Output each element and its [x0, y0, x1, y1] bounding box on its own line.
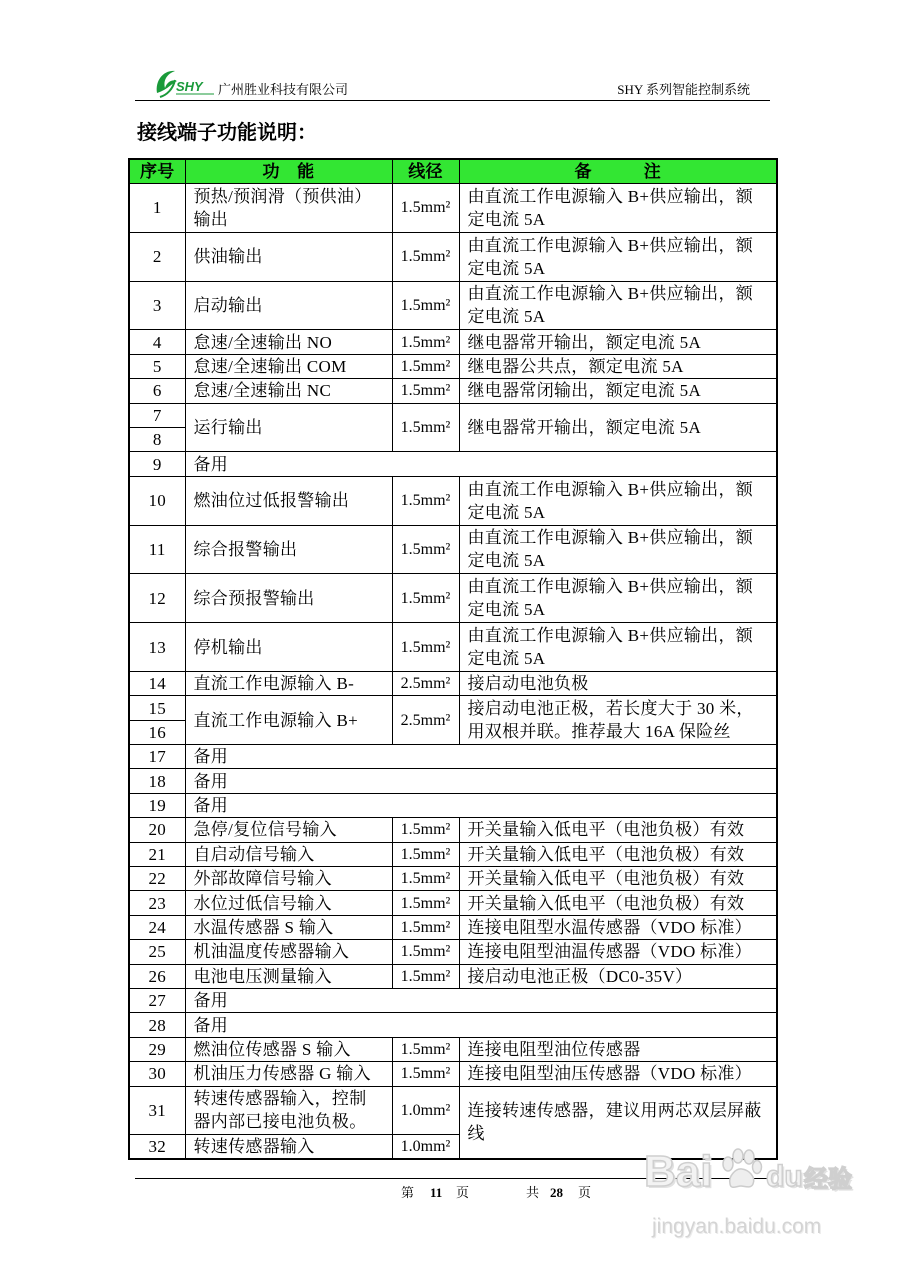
wire-gauge: 1.5mm²	[392, 354, 459, 378]
terminal-remark: 接启动电池正极（DC0-35V）	[459, 964, 777, 988]
table-row	[129, 330, 777, 354]
terminal-number: 1	[129, 184, 185, 233]
logo-text: SHY	[176, 79, 203, 94]
terminal-number: 29	[129, 1037, 185, 1061]
wire-gauge: 1.5mm²	[392, 403, 459, 452]
terminal-number: 10	[129, 476, 185, 525]
terminal-number: 4	[129, 330, 185, 354]
terminal-function-line: 预热/预润滑（预供油）	[193, 186, 372, 206]
terminal-remark-line: 用双根并联。推荐最大 16A 保险丝	[467, 722, 731, 742]
terminal-remark: 开关量输入低电平（电池负极）有效	[459, 867, 777, 891]
terminal-function-spare: 备用	[185, 452, 777, 476]
column-header-number: 序号	[129, 159, 185, 184]
terminal-function: 燃油位传感器 S 输入	[185, 1037, 392, 1061]
wire-gauge: 1.5mm²	[392, 1037, 459, 1061]
table-row	[129, 574, 777, 623]
terminal-remark: 开关量输入低电平（电池负极）有效	[459, 891, 777, 915]
wire-gauge: 1.0mm²	[392, 1135, 459, 1160]
terminal-remark-line: 由直流工作电源输入 B+供应输出，额	[467, 235, 754, 255]
table-row-spare	[129, 769, 777, 793]
table-row-spare	[129, 793, 777, 817]
terminal-number: 2	[129, 232, 185, 281]
terminal-function: 水温传感器 S 输入	[185, 915, 392, 939]
table-header-row	[129, 159, 777, 184]
terminal-function: 自启动信号输入	[185, 842, 392, 866]
terminal-function: 综合报警输出	[185, 525, 392, 574]
wire-gauge: 1.5mm²	[392, 940, 459, 964]
terminal-function-spare: 备用	[185, 769, 777, 793]
terminal-number: 3	[129, 281, 185, 330]
terminal-number: 18	[129, 769, 185, 793]
terminal-function-spare: 备用	[185, 745, 777, 769]
terminal-remark-line: 定电流 5A	[467, 600, 546, 620]
terminal-remark-line: 定电流 5A	[467, 502, 546, 522]
total-label-prefix: 共	[526, 1185, 540, 1200]
terminal-number: 27	[129, 989, 185, 1013]
page-label-prefix: 第	[401, 1185, 415, 1200]
terminal-remark	[459, 281, 777, 330]
terminal-number: 13	[129, 623, 185, 672]
terminal-remark	[459, 623, 777, 672]
terminal-remark-line: 定电流 5A	[467, 551, 546, 571]
terminal-remark: 连接电阻型油位传感器	[459, 1037, 777, 1061]
total-pages: 28	[550, 1185, 563, 1200]
wire-gauge: 1.5mm²	[392, 915, 459, 939]
wire-gauge: 1.5mm²	[392, 330, 459, 354]
terminal-remark-line: 定电流 5A	[467, 209, 546, 229]
terminal-remark-line: 接启动电池正极，若长度大于 30 米，	[467, 699, 754, 719]
table-row	[129, 354, 777, 378]
watermark-url: jingyan.baidu.com	[652, 1215, 822, 1238]
terminal-function-line: 输出	[193, 209, 229, 229]
wire-gauge: 1.5mm²	[392, 1062, 459, 1086]
wire-gauge: 1.5mm²	[392, 964, 459, 988]
terminal-number: 21	[129, 842, 185, 866]
terminal-remark-line: 定电流 5A	[467, 649, 546, 669]
table-row-spare	[129, 989, 777, 1013]
column-header-function: 功 能	[185, 159, 392, 184]
terminal-function: 怠速/全速输出 COM	[185, 354, 392, 378]
terminal-number: 24	[129, 915, 185, 939]
terminal-function: 电池电压测量输入	[185, 964, 392, 988]
terminal-remark: 继电器常闭输出，额定电流 5A	[459, 379, 777, 403]
section-title: 接线端子功能说明：	[137, 122, 317, 144]
wire-gauge: 1.5mm²	[392, 476, 459, 525]
terminal-remark-line: 由直流工作电源输入 B+供应输出，额	[467, 577, 754, 597]
terminal-remark: 连接电阻型水温传感器（VDO 标准）	[459, 915, 777, 939]
column-header-wire: 线径	[392, 159, 459, 184]
terminal-remark-line: 由直流工作电源输入 B+供应输出，额	[467, 626, 754, 646]
terminal-function-spare: 备用	[185, 989, 777, 1013]
terminal-function: 转速传感器输入	[185, 1135, 392, 1160]
header-rule	[135, 100, 770, 101]
wire-gauge: 1.5mm²	[392, 574, 459, 623]
terminal-number: 20	[129, 818, 185, 842]
terminal-number: 6	[129, 379, 185, 403]
terminal-function: 运行输出	[185, 403, 392, 452]
terminal-remark: 开关量输入低电平（电池负极）有效	[459, 818, 777, 842]
table-row-spare	[129, 1013, 777, 1037]
table-row	[129, 403, 777, 427]
table-row	[129, 891, 777, 915]
terminal-number: 22	[129, 867, 185, 891]
terminal-function: 急停/复位信号输入	[185, 818, 392, 842]
watermark-brand-right: du	[766, 1160, 803, 1193]
terminal-remark-line: 定电流 5A	[467, 258, 546, 278]
wire-gauge: 2.5mm²	[392, 671, 459, 695]
table-row	[129, 1037, 777, 1061]
terminal-function: 机油温度传感器输入	[185, 940, 392, 964]
shy-logo-icon	[154, 66, 216, 98]
terminal-number: 30	[129, 1062, 185, 1086]
terminal-number: 5	[129, 354, 185, 378]
terminal-remark-line: 连接转速传感器，建议用两芯双层屏蔽	[467, 1101, 762, 1121]
terminal-number: 8	[129, 427, 185, 451]
terminal-remark-line: 线	[467, 1124, 485, 1144]
terminal-function: 怠速/全速输出 NC	[185, 379, 392, 403]
terminal-function: 综合预报警输出	[185, 574, 392, 623]
terminal-function-spare: 备用	[185, 1013, 777, 1037]
wire-gauge: 1.5mm²	[392, 379, 459, 403]
wire-gauge: 1.5mm²	[392, 867, 459, 891]
terminal-function: 外部故障信号输入	[185, 867, 392, 891]
terminal-remark	[459, 525, 777, 574]
page-label-suffix: 页	[456, 1185, 470, 1200]
terminal-remark: 开关量输入低电平（电池负极）有效	[459, 842, 777, 866]
table-row-spare	[129, 452, 777, 476]
terminal-remark: 接启动电池负极	[459, 671, 777, 695]
wire-gauge: 1.5mm²	[392, 623, 459, 672]
terminal-remark: 连接电阻型油温传感器（VDO 标准）	[459, 940, 777, 964]
table-row	[129, 379, 777, 403]
company-name: 广州胜业科技有限公司	[218, 82, 349, 97]
wire-gauge: 1.5mm²	[392, 818, 459, 842]
terminal-remark	[459, 476, 777, 525]
terminal-remark	[459, 696, 777, 745]
terminal-table	[128, 158, 778, 1160]
terminal-number: 19	[129, 793, 185, 817]
watermark-brand-cn: 经验	[804, 1166, 852, 1193]
wire-gauge: 1.5mm²	[392, 232, 459, 281]
terminal-function: 启动输出	[185, 281, 392, 330]
watermark-brand-left: Bai	[644, 1147, 713, 1196]
terminal-remark: 连接电阻型油压传感器（VDO 标准）	[459, 1062, 777, 1086]
terminal-function-line: 转速传感器输入，控制	[193, 1089, 367, 1109]
table-row	[129, 915, 777, 939]
terminal-function: 供油输出	[185, 232, 392, 281]
terminal-remark: 继电器常开输出，额定电流 5A	[459, 403, 777, 452]
terminal-remark-line: 由直流工作电源输入 B+供应输出，额	[467, 284, 754, 304]
terminal-remark	[459, 184, 777, 233]
table-row	[129, 281, 777, 330]
table-row-spare	[129, 745, 777, 769]
terminal-remark-line: 由直流工作电源输入 B+供应输出，额	[467, 479, 754, 499]
terminal-number: 31	[129, 1086, 185, 1135]
table-row	[129, 671, 777, 695]
terminal-remark: 继电器常开输出，额定电流 5A	[459, 330, 777, 354]
terminal-remark	[459, 232, 777, 281]
terminal-number: 11	[129, 525, 185, 574]
table-row	[129, 842, 777, 866]
table-row	[129, 940, 777, 964]
terminal-number: 17	[129, 745, 185, 769]
wire-gauge: 1.5mm²	[392, 281, 459, 330]
terminal-function-spare: 备用	[185, 793, 777, 817]
wire-gauge: 1.5mm²	[392, 184, 459, 233]
product-name: SHY 系列智能控制系统	[617, 82, 750, 97]
table-row	[129, 964, 777, 988]
terminal-number: 32	[129, 1135, 185, 1160]
wire-gauge: 1.0mm²	[392, 1086, 459, 1135]
terminal-remark	[459, 574, 777, 623]
terminal-function: 水位过低信号输入	[185, 891, 392, 915]
terminal-remark-line: 定电流 5A	[467, 307, 546, 327]
wire-gauge: 2.5mm²	[392, 696, 459, 745]
terminal-number: 7	[129, 403, 185, 427]
terminal-function	[185, 1086, 392, 1135]
page-number: 11	[430, 1185, 443, 1200]
terminal-number: 14	[129, 671, 185, 695]
table-row	[129, 232, 777, 281]
table-row	[129, 623, 777, 672]
terminal-function: 停机输出	[185, 623, 392, 672]
table-row	[129, 1086, 777, 1135]
column-header-remark: 备 注	[459, 159, 777, 184]
terminal-function-line: 器内部已接电池负极。	[193, 1112, 367, 1132]
table-row	[129, 525, 777, 574]
table-row	[129, 696, 777, 720]
terminal-function: 机油压力传感器 G 输入	[185, 1062, 392, 1086]
terminal-number: 28	[129, 1013, 185, 1037]
table-row	[129, 184, 777, 233]
terminal-number: 12	[129, 574, 185, 623]
terminal-number: 15	[129, 696, 185, 720]
terminal-number: 9	[129, 452, 185, 476]
terminal-remark-line: 由直流工作电源输入 B+供应输出，额	[467, 528, 754, 548]
wire-gauge: 1.5mm²	[392, 891, 459, 915]
table-row	[129, 1062, 777, 1086]
terminal-function: 直流工作电源输入 B+	[185, 696, 392, 745]
total-label-suffix: 页	[578, 1185, 592, 1200]
terminal-number: 26	[129, 964, 185, 988]
terminal-function: 直流工作电源输入 B-	[185, 671, 392, 695]
terminal-remark: 继电器公共点，额定电流 5A	[459, 354, 777, 378]
paw-icon	[716, 1146, 764, 1194]
wire-gauge: 1.5mm²	[392, 842, 459, 866]
terminal-number: 16	[129, 720, 185, 744]
terminal-function	[185, 184, 392, 233]
table-row	[129, 867, 777, 891]
table-row	[129, 818, 777, 842]
terminal-number: 25	[129, 940, 185, 964]
terminal-function: 怠速/全速输出 NO	[185, 330, 392, 354]
terminal-number: 23	[129, 891, 185, 915]
terminal-function: 燃油位过低报警输出	[185, 476, 392, 525]
terminal-remark-line: 由直流工作电源输入 B+供应输出，额	[467, 186, 754, 206]
table-row	[129, 476, 777, 525]
wire-gauge: 1.5mm²	[392, 525, 459, 574]
